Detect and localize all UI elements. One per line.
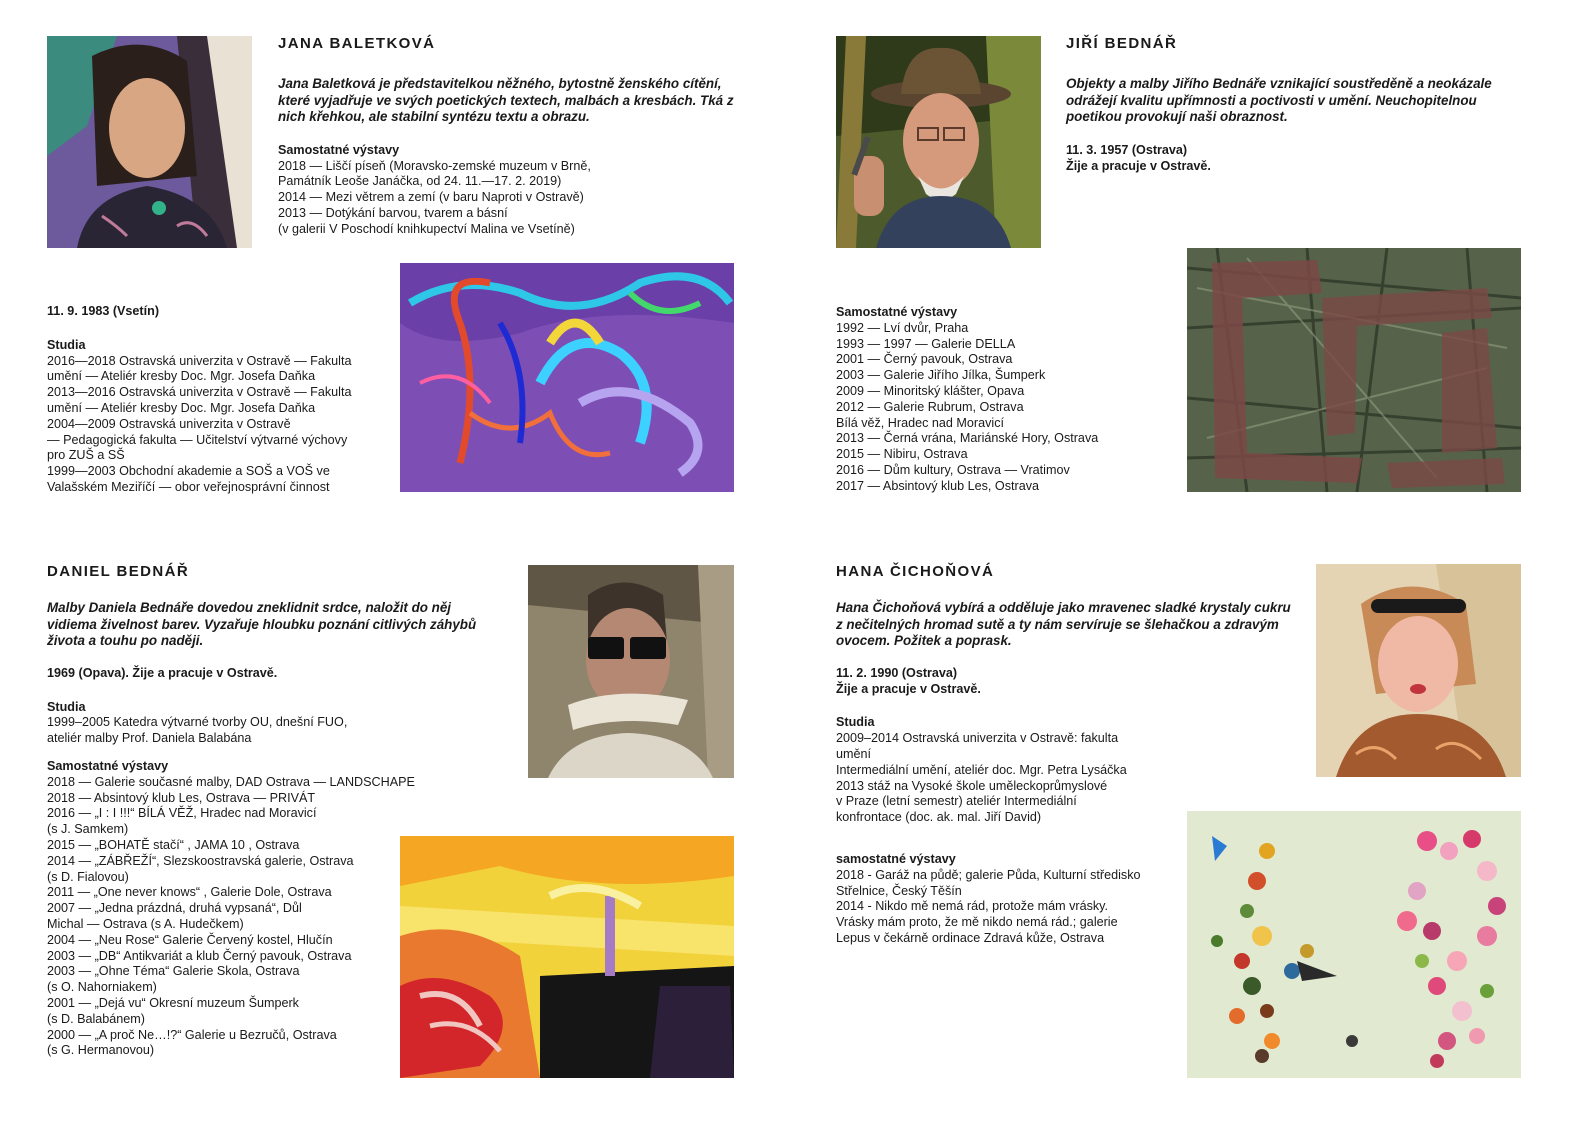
portrait-jiri-bednar [836, 36, 1041, 248]
artist-block-jiri [1066, 35, 1536, 174]
exhibitions-heading: Samostatné výstavy [836, 305, 958, 319]
exhibitions-heading: Samostatné výstavy [278, 142, 400, 157]
exhibitions-list: 2018 — Galerie současné malby, DAD Ostrava — LANDSCHAPE 2018 — Absintový klub Les, Ostrava — PRIVÁT 2016 — „I : I !!!“ BÍLÁ VĚŽ, Hradec nad Moravicí (s J. Samkem) 2015 — „BOHATĚ stačí“ , JAMA 10 , Ostrava 2014 — „ZÁBŘEŽÍ“, Slezskoostravská galerie, Ostrava (s D. Fialovou) 2011 — „One never knows“ , Galerie Dole, Ostrava 2007 — „Jedna prázdná, druhá vypsaná“, Důl Michal — Ostrava (s A. Hudečkem) 2004 — „Neu Rose“ Galerie Červený kostel, Hlučín 2003 — „DB“ Antikvariát a klub Černý pavouk, Ostrava 2003 — „Ohne Téma“ Galerie Skola, Ostrava (s O. Nahorniakem) 2001 — „Dejá vu“ Okresní muzeum Šumperk (s D. Balabánem) 2000 — „A proč Ne…!?“ Galerie u Bezručů, Ostrava (s G. Hermanovou) [47, 774, 415, 1058]
portrait-jana-baletkova [47, 36, 252, 248]
artist-details-jana [47, 304, 392, 496]
artist-intro: Jana Baletková je představitelkou něžného, bytostně ženského cítění, které vyjadřuje ve svých poetických textech, malbách a kresbách. Tká z nich křehkou, ale stabilní syntézu textu a obrazu. [278, 76, 734, 125]
exhibitions-list: 2018 — Liščí píseň (Moravsko-zemské muzeum v Brně, Památník Leoše Janáčka, od 24. 11.—17. 2. 2019) 2014 — Mezi větrem a zemí (v baru Naproti v Ostravě) 2013 — Dotýkání barvou, tvarem a básní (v galerii V Poschodí knihkupectví Malina ve Vsetíně) [278, 158, 591, 236]
portrait-hana-cichonova [1316, 564, 1521, 777]
artwork-jiri-bednar [1187, 248, 1521, 492]
exhibitions-list: 1992 — Lví dvůr, Praha 1993 — 1997 — Galerie DELLA 2001 — Černý pavouk, Ostrava 2003 — Galerie Jiřího Jílka, Šumperk 2009 — Minoritský klášter, Opava 2012 — Galerie Rubrum, Ostrava Bílá věž, Hradec nad Moravicí 2013 — Černá vrána, Mariánské Hory, Ostrava 2015 — Nibiru, Ostrava 2016 — Dům kultury, Ostrava — Vratimov 2017 — Absintový klub Les, Ostrava [836, 320, 1099, 493]
studies-heading: Studia [836, 715, 875, 730]
portrait-daniel-bednar [528, 565, 734, 778]
artist-details-jiri [836, 305, 1176, 495]
exhibitions-list: 2018 - Garáž na půdě; galerie Půda, Kulturní středisko Střelnice, Český Těšín 2014 - Nikdo mě nemá rád, protože mám vrásky. Vrásky mám proto, že mě nikdo nemá rád.; galerie Lepus v čekárně ordinace Zdravá kůže, Ostrava [836, 867, 1141, 945]
studies-list: 2016—2018 Ostravská univerzita v Ostravě — Fakulta umění — Ateliér kresby Doc. Mgr. Josefa Daňka 2013—2016 Ostravská univerzita v Ostravě — Fakulta umění — Ateliér kresby Doc. Mgr. Josefa Daňka 2004—2009 Ostravská univerzita v Ostravě — Pedagogická fakulta — Učitelství výtvarné výchovy pro ZUŠ a SŠ 1999—2003 Obchodní akademie a SOŠ a VOŠ ve Valašském Meziříčí — obor veřejnosprávní činnost [47, 353, 352, 494]
artist-intro: Malby Daniela Bednáře dovedou zneklidnit srdce, naložit do něj vidiema živelnost barev. Vyzařuje hloubku poznání citlivých záhybů života a touhu po naději. [47, 600, 477, 649]
studies-list: 1999–2005 Katedra výtvarné tvorby OU, dnešní FUO, ateliér malby Prof. Daniela Balabána [47, 715, 348, 746]
birth-info: 11. 2. 1990 (Ostrava) Žije a pracuje v Ostravě. [836, 665, 981, 696]
artist-block-jana [278, 35, 748, 238]
artist-name: HANA ČICHOŇOVÁ [836, 563, 995, 580]
birth-info: 11. 3. 1957 (Ostrava) Žije a pracuje v Ostravě. [1066, 142, 1211, 173]
artist-name: DANIEL BEDNÁŘ [47, 563, 190, 580]
artwork-daniel-bednar [400, 836, 734, 1078]
birth-info: 1969 (Opava). Žije a pracuje v Ostravě. [47, 665, 278, 680]
artwork-hana-cichonova [1187, 811, 1521, 1078]
artist-name: JANA BALETKOVÁ [278, 35, 436, 52]
birth-info: 11. 9. 1983 (Vsetín) [47, 304, 160, 318]
artist-name: JIŘÍ BEDNÁŘ [1066, 35, 1178, 52]
studies-heading: Studia [47, 699, 86, 714]
exhibitions-heading: samostatné výstavy [836, 851, 956, 866]
artist-intro: Objekty a malby Jiřího Bednáře vznikající soustředěně a neokázale odrážejí kvalitu upřímnosti a poctivosti v umění. Neuchopitelnou poetikou provokují naši obraznost. [1066, 76, 1492, 125]
studies-list: 2009–2014 Ostravská univerzita v Ostravě: fakulta umění Intermediální umění, ateliér doc. Mgr. Petra Lysáčka 2013 stáž na Vysoké škole uměleckoprůmyslové v Praze (letní semestr) ateliér Intermediální konfrontace (doc. ak. mal. Jiří David) [836, 731, 1127, 825]
artist-intro: Hana Čichoňová vybírá a odděluje jako mravenec sladké krystaly cukru z nečitelných hromad sutě a ty nám servíruje se šlehačkou a zdravým ovocem. Požitek a poprask. [836, 600, 1291, 649]
exhibitions-heading: Samostatné výstavy [47, 758, 169, 773]
studies-heading: Studia [47, 337, 86, 352]
artwork-jana-baletkova [400, 263, 734, 492]
